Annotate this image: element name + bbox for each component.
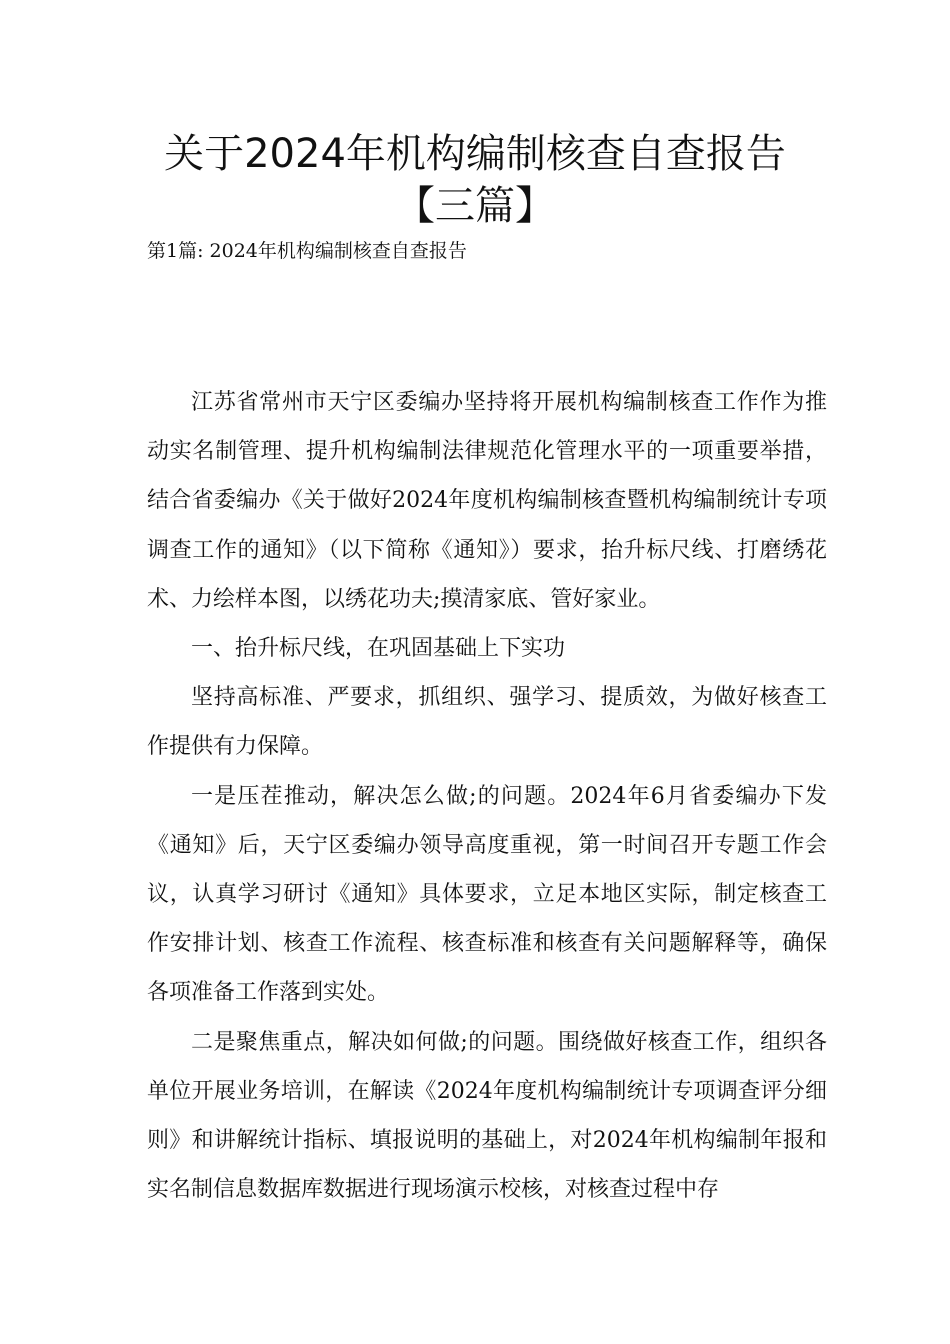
paragraph-point-one: 一是压茬推动，解决怎么做;的问题。2024年6月省委编办下发《通知》后，天宁区委编办领导高度重视，第一时间召开专题工作会议，认真学习研讨《通知》具体要求，立足本地区实际，制定核查工作安排计划、核查工作流程、核查标准和核查有关问题解释等，确保各项准备工作落到实处。 — [147, 783, 827, 1006]
paragraph-heading-one: 一、抬升标尺线，在巩固基础上下实功 — [191, 636, 566, 662]
paragraph-point-two: 二是聚焦重点，解决如何做;的问题。围绕做好核查工作，组织各单位开展业务培训，在解读《2024年度机构编制统计专项调查评分细则》和讲解统计指标、填报说明的基础上，对2024年机构编制年报和实名制信息数据库数据进行现场演示校核，对核查过程中存 — [147, 1029, 827, 1203]
document-title-line-1: 关于2024年机构编制核查自查报告 — [164, 131, 786, 177]
section-heading: 第1篇: 2024年机构编制核查自查报告 — [147, 240, 467, 262]
paragraph-intro: 江苏省常州市天宁区委编办坚持将开展机构编制核查工作作为推动实名制管理、提升机构编制法律规范化管理水平的一项重要举措，结合省委编办《关于做好2024年度机构编制核查暨机构编制统计专项调查工作的通知》（以下简称《通知》）要求，抬升标尺线、打磨绣花术、力绘样本图，以绣花功夫;摸清家底、管好家业。 — [147, 390, 827, 612]
document-title-line-2: 【三篇】 — [395, 183, 555, 229]
document-body — [147, 378, 827, 1214]
paragraph-standards: 坚持高标准、严要求，抓组织、强学习、提质效，为做好核查工作提供有力保障。 — [147, 685, 827, 760]
